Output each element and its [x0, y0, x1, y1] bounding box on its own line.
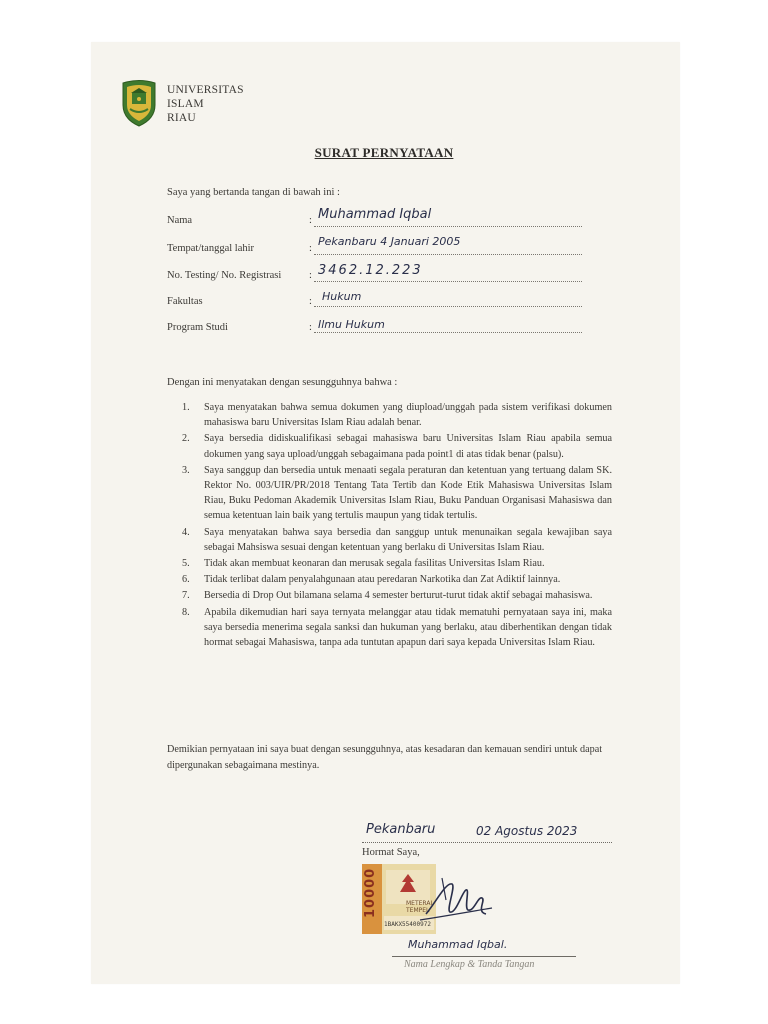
field-value-nama: Muhammad Iqbal: [318, 207, 432, 222]
field-label-ttl: Tempat/tanggal lahir: [167, 243, 255, 254]
field-colon: :: [309, 296, 312, 307]
list-item: [182, 588, 612, 603]
list-text: Saya menyatakan bahwa saya bersedia dan sanggup untuk menunaikan segala kewajiban saya sebagai Mahsiswa sesuai dengan ketentuan yang berlaku di Universitas Islam Riau.: [204, 526, 612, 553]
list-item: [182, 525, 612, 555]
name-underline: [392, 956, 576, 957]
list-number: 4.: [182, 526, 190, 538]
field-underline: [314, 254, 582, 255]
field-label-registrasi: No. Testing/ No. Registrasi: [167, 270, 282, 281]
greeting-text: Hormat Saya,: [362, 847, 420, 858]
signed-name: Muhammad Iqbal.: [408, 938, 508, 951]
field-colon: :: [309, 243, 312, 254]
field-colon: :: [309, 322, 312, 333]
intro-text: Saya yang bertanda tangan di bawah ini :: [167, 187, 340, 198]
stamp-text: METERAI TEMPEL: [406, 900, 433, 914]
list-text: Saya bersedia didiskualifikasi sebagai mahasiswa baru Universitas Islam Riau apabila semua dokumen yang saya upload/unggah sebagaimana pada point1 di atas tidak benar (palsu).: [204, 433, 612, 460]
list-number: 3.: [182, 464, 190, 476]
stamp-serial: 1BAKX55400972: [384, 921, 431, 928]
document-title: SURAT PERNYATAAN: [314, 145, 454, 160]
field-underline: [314, 306, 582, 307]
list-number: 1.: [182, 402, 190, 413]
university-name: [167, 83, 244, 125]
list-item: [182, 556, 612, 571]
statement-intro: Dengan ini menyatakan dengan sesungguhnya bahwa :: [167, 377, 398, 388]
list-number: 5.: [182, 558, 190, 570]
university-line: RIAU: [167, 112, 196, 124]
field-value-prodi: Ilmu Hukum: [318, 318, 385, 331]
list-text: Bersedia di Drop Out bilamana selama 4 semester berturut-turut tidak aktif sebagai mahasiswa.: [204, 590, 593, 602]
list-number: 7.: [182, 590, 190, 602]
signature-date: 02 Agostus 2023: [476, 824, 578, 838]
list-text: Tidak akan membuat keonaran dan merusak segala fasilitas Universitas Islam Riau.: [204, 558, 545, 570]
list-item: [182, 400, 612, 430]
field-label-nama: Nama: [167, 215, 193, 226]
list-text: Saya menyatakan bahwa semua dokumen yang diupload/unggah pada sistem verifikasi dokumen mahasiswa baru Universitas Islam Riau adalah benar.: [204, 402, 612, 429]
list-number: 6.: [182, 574, 190, 586]
stamp-value: 10000: [363, 867, 378, 918]
field-value-registrasi: 3462.12.223: [318, 263, 423, 278]
university-line: UNIVERSITAS: [167, 84, 244, 96]
list-text: Apabila dikemudian hari saya ternyata melanggar atau tidak mematuhi pernyataan saya ini, maka saya bersedia menerima segala sanksi dan hukuman yang berlaku, atau diberhentikan dengan tidak hormat sebagai Mahasiswa, tanpa ada tuntutan apapun dari saya kepada Universitas Islam Riau.: [204, 606, 612, 649]
list-number: 8.: [182, 606, 190, 618]
field-underline: [314, 226, 582, 227]
field-value-fakultas: Hukum: [322, 290, 362, 303]
handwritten-signature: [416, 872, 496, 930]
university-crest-icon: [120, 79, 158, 127]
list-item: [182, 605, 612, 651]
list-item: [182, 463, 612, 524]
list-text: Tidak terlibat dalam penyalahgunaan atau peredaran Narkotika dan Zat Adiktif lainnya.: [204, 574, 561, 586]
signature-caption: Nama Lengkap & Tanda Tangan: [404, 959, 535, 970]
list-number: 2.: [182, 433, 190, 445]
university-line: ISLAM: [167, 98, 204, 110]
closing-paragraph: Demikian pernyataan ini saya buat dengan sesungguhnya, atas kesadaran dan kemauan sendiri untuk dapat dipergunakan sebagaimana mestinya.: [167, 744, 603, 771]
list-text: Saya sanggup dan bersedia untuk menaati segala peraturan dan ketentuan yang tertuang dalam SK. Rektor No. 003/UIR/PR/2018 Tentang Tata Tertib dan Kode Etik Mahasiswa Universitas Islam Riau, Buku Pedoman Akademik Universitas Islam Riau, Buku Panduan Organisasi Mahasiswa dan semua ketentuan lain baik yang tertulis maupun yang tidak tertulis.: [204, 464, 612, 522]
statement-list: [182, 400, 612, 651]
field-colon: :: [309, 270, 312, 281]
field-underline: [314, 281, 582, 282]
field-label-fakultas: Fakultas: [167, 296, 203, 307]
field-colon: :: [309, 215, 312, 226]
list-item: [182, 431, 612, 461]
date-underline: [362, 842, 612, 843]
field-underline: [314, 332, 582, 333]
list-item: [182, 572, 612, 587]
signature-place: Pekanbaru: [366, 822, 436, 837]
field-value-ttl: Pekanbaru 4 Januari 2005: [318, 235, 461, 248]
field-label-prodi: Program Studi: [167, 322, 228, 333]
